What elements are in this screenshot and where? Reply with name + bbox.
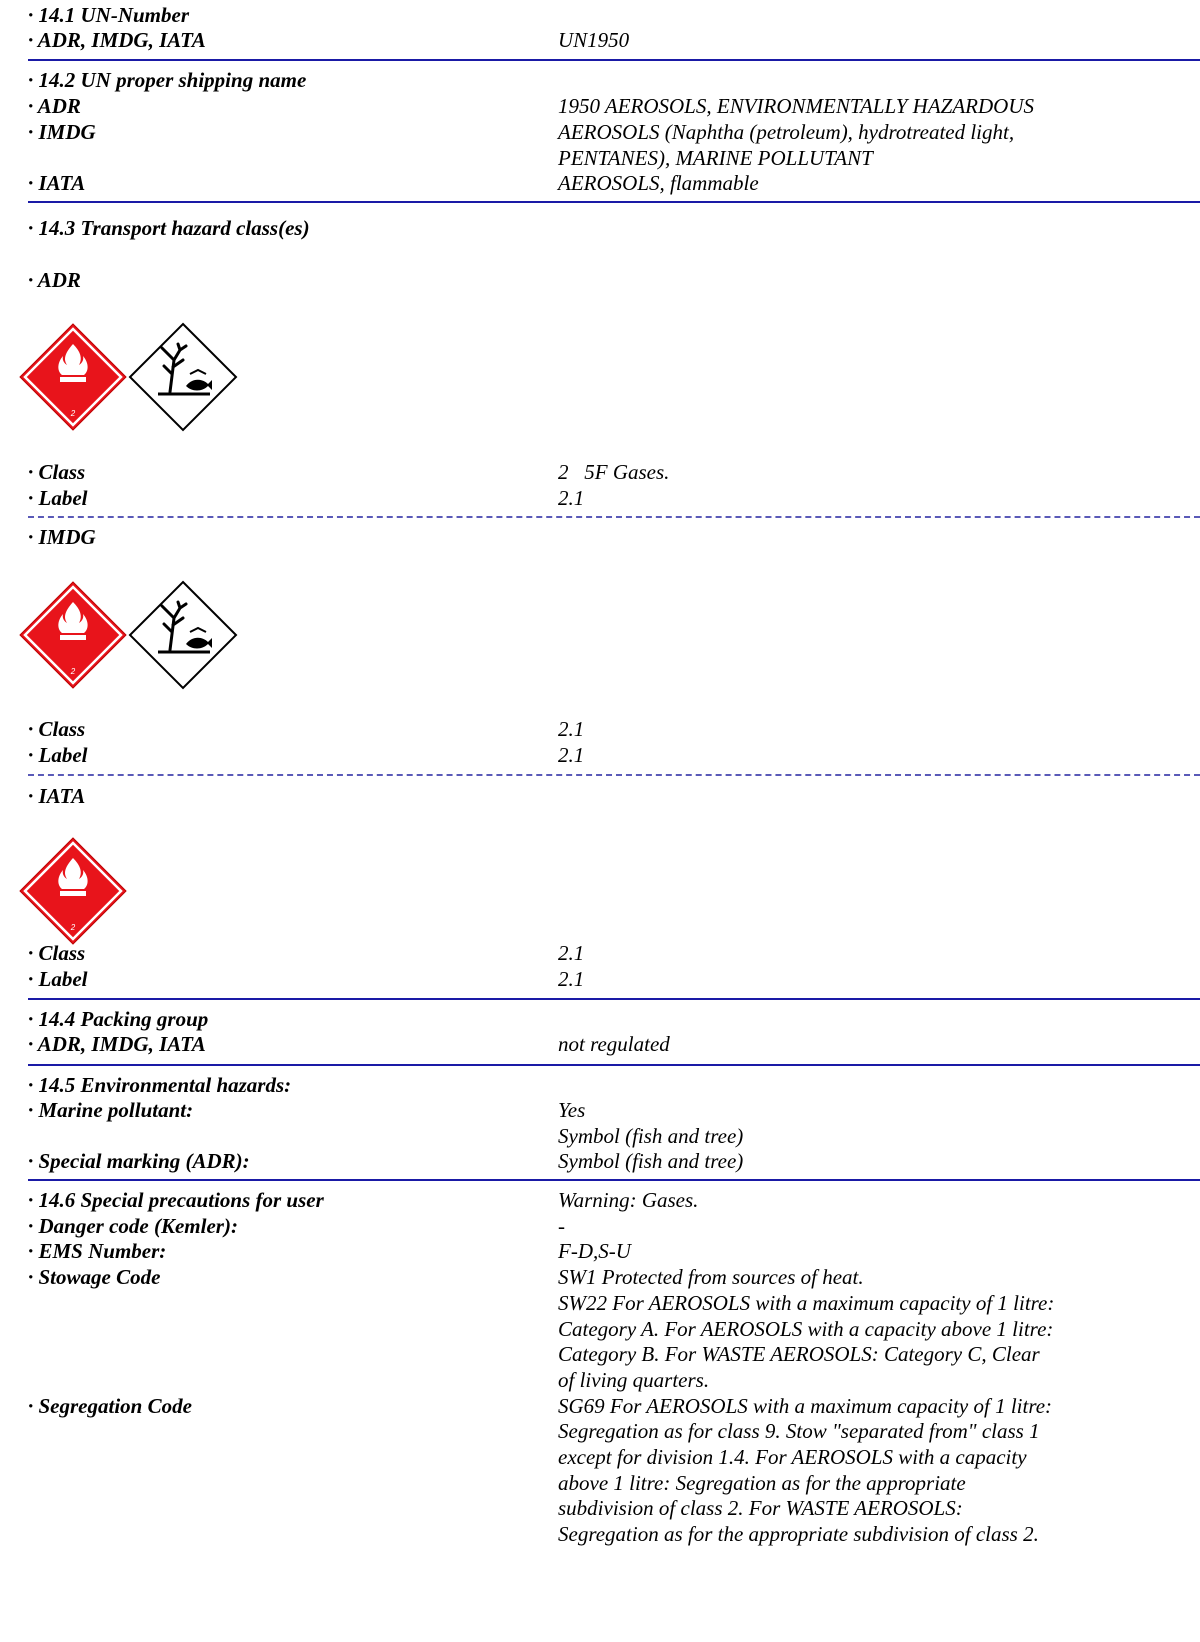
stowage-code-row [28, 1367, 1178, 1393]
svg-text:2: 2 [70, 667, 76, 676]
section-divider [28, 59, 1200, 61]
un-number-value-row [28, 27, 1178, 53]
segregation-code-row [28, 1444, 1178, 1470]
stowage-code-line: Category A. For AEROSOLS with a capacity above 1 litre: [558, 1317, 1054, 1341]
packing-group-value: not regulated [558, 1032, 670, 1056]
segregation-code-row [28, 1495, 1178, 1521]
precautions-warning: Warning: Gases. [558, 1188, 699, 1212]
imdg-class-value: 2.1 [558, 717, 585, 741]
stowage-code-line: Category B. For WASTE AEROSOLS: Category C, Clear [558, 1342, 1040, 1366]
section-divider [28, 998, 1200, 1000]
iata-label-label: · Label [28, 967, 88, 991]
danger-code-label: · Danger code (Kemler): [28, 1214, 238, 1238]
flammable-gas-pictogram [18, 580, 128, 690]
stowage-code-row [28, 1290, 1178, 1316]
segregation-code-row [28, 1418, 1178, 1444]
iata-heading-row [28, 783, 1178, 809]
section-14-4-title: · 14.4 Packing group [28, 1007, 209, 1031]
iata-label-value: 2.1 [558, 967, 585, 991]
environmental-hazard-pictogram [128, 580, 238, 690]
un-number-row [28, 2, 1178, 28]
iata-label-row [28, 966, 1178, 992]
iata-shipping-name: AEROSOLS, flammable [558, 171, 759, 195]
adr-class-label: · Class [28, 460, 86, 484]
stowage-code-row [28, 1316, 1178, 1342]
svg-text:2: 2 [70, 923, 76, 932]
adr-label-row [28, 485, 1178, 511]
un-number-value: UN1950 [558, 28, 630, 52]
flammable-gas-pictogram [18, 322, 128, 432]
stowage-code-line: SW1 Protected from sources of heat. [558, 1265, 864, 1289]
special-marking-label: · Special marking (ADR): [28, 1149, 250, 1173]
un-number-label: · ADR, IMDG, IATA [28, 28, 206, 52]
imdg-class-row [28, 716, 1178, 742]
stowage-code-line: SW22 For AEROSOLS with a maximum capacity of 1 litre: [558, 1291, 1055, 1315]
adr-class-row [28, 459, 1178, 485]
marine-pollutant-symbol: Symbol (fish and tree) [558, 1124, 744, 1148]
ems-number-value: F-D,S-U [558, 1239, 631, 1263]
segregation-code-line: Segregation as for class 9. Stow "separated from" class 1 [558, 1419, 1040, 1443]
adr-class-value: 2 5F Gases. [558, 460, 670, 484]
danger-code-row [28, 1213, 1178, 1239]
stowage-code-label: · Stowage Code [28, 1265, 161, 1289]
adr-label: · ADR [28, 94, 81, 118]
marine-pollutant-value: Yes [558, 1098, 586, 1122]
iata-class-value: 2.1 [558, 941, 585, 965]
imdg-label-value: 2.1 [558, 743, 585, 767]
stowage-code-row [28, 1341, 1178, 1367]
section-divider [28, 201, 1200, 203]
section-divider [28, 1179, 1200, 1181]
iata-class-row [28, 940, 1178, 966]
stowage-code-row [28, 1264, 1178, 1290]
subsection-divider [28, 774, 1200, 776]
segregation-code-line: except for division 1.4. For AEROSOLS with a capacity [558, 1445, 1027, 1469]
ems-number-label: · EMS Number: [28, 1239, 167, 1263]
segregation-code-line: above 1 litre: Segregation as for the appropriate [558, 1471, 966, 1495]
special-marking-row [28, 1148, 1178, 1174]
segregation-code-row [28, 1470, 1178, 1496]
precautions-title-row [28, 1187, 1178, 1213]
shipping-name-iata-row [28, 170, 1178, 196]
imdg-shipping-name-line-2: PENTANES), MARINE POLLUTANT [558, 146, 873, 170]
svg-text:2: 2 [70, 409, 76, 418]
imdg-label-label: · Label [28, 743, 88, 767]
section-14-3-title: · 14.3 Transport hazard class(es) [28, 216, 310, 240]
adr-label-label: · Label [28, 486, 88, 510]
section-14-1-title: · 14.1 UN-Number [28, 3, 189, 27]
imdg-heading-row [28, 524, 1178, 550]
env-hazards-title-row [28, 1072, 1178, 1098]
packing-group-row [28, 1031, 1178, 1057]
packing-group-title-row [28, 1006, 1178, 1032]
packing-group-label: · ADR, IMDG, IATA [28, 1032, 206, 1056]
adr-shipping-name: 1950 AEROSOLS, ENVIRONMENTALLY HAZARDOUS [558, 94, 1034, 118]
flammable-gas-pictogram [18, 836, 128, 946]
imdg-heading: · IMDG [28, 525, 96, 549]
adr-heading: · ADR [28, 268, 81, 292]
danger-code-value: - [558, 1214, 565, 1238]
section-14-5-title: · 14.5 Environmental hazards: [28, 1073, 292, 1097]
section-divider [28, 1064, 1200, 1066]
shipping-name-imdg-row [28, 119, 1178, 145]
stowage-code-line: of living quarters. [558, 1368, 710, 1392]
subsection-divider [28, 516, 1200, 518]
shipping-name-adr-row [28, 93, 1178, 119]
segregation-code-row [28, 1521, 1178, 1547]
adr-heading-row [28, 267, 1178, 293]
segregation-code-line: subdivision of class 2. For WASTE AEROSOLS: [558, 1496, 963, 1520]
environmental-hazard-pictogram [128, 322, 238, 432]
adr-label-value: 2.1 [558, 486, 585, 510]
iata-heading: · IATA [28, 784, 86, 808]
marine-pollutant-label: · Marine pollutant: [28, 1098, 194, 1122]
imdg-label-row [28, 742, 1178, 768]
marine-pollutant-row-2 [28, 1123, 1178, 1149]
imdg-label: · IMDG [28, 120, 96, 144]
section-14-2-title: · 14.2 UN proper shipping name [28, 68, 307, 92]
marine-pollutant-row [28, 1097, 1178, 1123]
section-14-6-title: · 14.6 Special precautions for user [28, 1188, 324, 1212]
special-marking-value: Symbol (fish and tree) [558, 1149, 744, 1173]
hazard-class-title-row [28, 215, 1178, 241]
segregation-code-row [28, 1393, 1178, 1419]
segregation-code-line: SG69 For AEROSOLS with a maximum capacity of 1 litre: [558, 1394, 1053, 1418]
iata-class-label: · Class [28, 941, 86, 965]
segregation-code-line: Segregation as for the appropriate subdivision of class 2. [558, 1522, 1039, 1546]
imdg-class-label: · Class [28, 717, 86, 741]
segregation-code-label: · Segregation Code [28, 1394, 192, 1418]
shipping-name-title-row [28, 67, 1178, 93]
shipping-name-imdg-row-2 [28, 145, 1178, 171]
imdg-shipping-name-line-1: AEROSOLS (Naphtha (petroleum), hydrotreated light, [558, 120, 1015, 144]
ems-number-row [28, 1238, 1178, 1264]
iata-label: · IATA [28, 171, 86, 195]
